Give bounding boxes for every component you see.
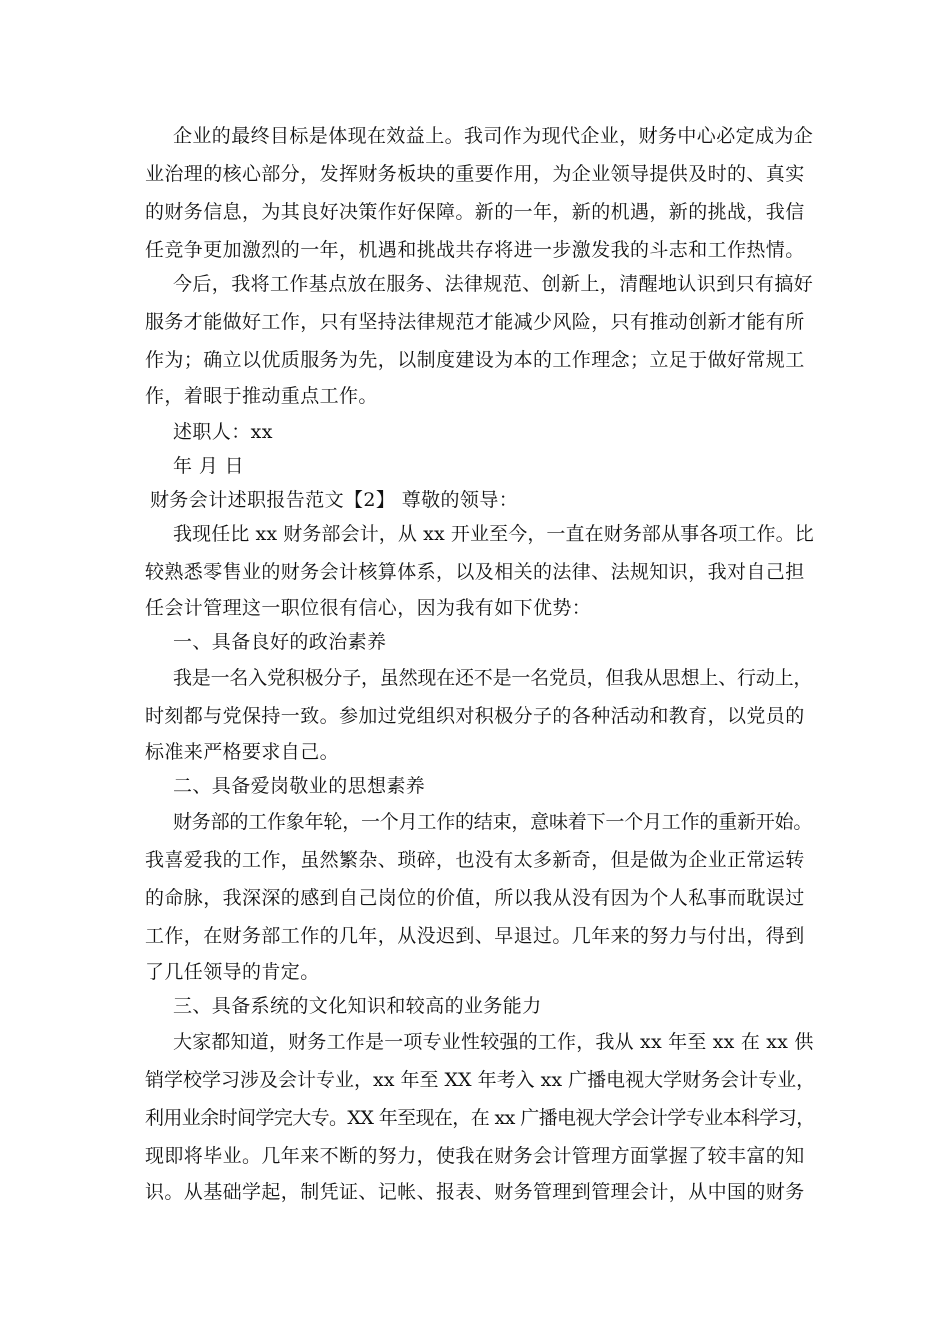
paragraph-line: 作为；确立以优质服务为先，以制度建设为本的工作理念；立足于做好常规工 <box>145 349 805 371</box>
paragraph-line: 利用业余时间学完大专。XX 年至现在，在 xx 广播电视大学会计学专业本科学习， <box>145 1107 815 1129</box>
subheading: 三、具备系统的文化知识和较高的业务能力 <box>173 995 542 1017</box>
paragraph-line: 今后，我将工作基点放在服务、法律规范、创新上，清醒地认识到只有搞好 <box>173 273 814 295</box>
paragraph-line: 标准来严格要求自己。 <box>145 741 340 763</box>
paragraph-line: 服务才能做好工作，只有坚持法律规范才能减少风险，只有推动创新才能有所 <box>145 311 805 333</box>
paragraph-line: 较熟悉零售业的财务会计核算体系，以及相关的法律、法规知识，我对自己担 <box>145 561 805 583</box>
paragraph-line: 销学校学习涉及会计专业，xx 年至 XX 年考入 xx 广播电视大学财务会计专业， <box>145 1069 816 1091</box>
subheading: 二、具备爱岗敬业的思想素养 <box>173 775 426 797</box>
paragraph-line: 财务部的工作象年轮，一个月工作的结束，意味着下一个月工作的重新开始。 <box>173 811 813 833</box>
date-line: 年 月 日 <box>173 455 245 477</box>
paragraph-line: 企业的最终目标是体现在效益上。我司作为现代企业，财务中心必定成为企 <box>173 125 814 147</box>
paragraph-line: 任竞争更加激烈的一年，机遇和挑战共存将进一步激发我的斗志和工作热情。 <box>145 239 805 261</box>
paragraph-line: 识。从基础学起，制凭证、记帐、报表、财务管理到管理会计，从中国的财务 <box>145 1181 805 1203</box>
paragraph-line: 工作，在财务部工作的几年，从没迟到、早退过。几年来的努力与付出，得到 <box>145 925 805 947</box>
paragraph-line: 业治理的核心部分，发挥财务板块的重要作用，为企业领导提供及时的、真实 <box>145 163 805 185</box>
subheading: 一、具备良好的政治素养 <box>173 631 387 653</box>
signature-line: 述职人：xx <box>173 421 273 443</box>
paragraph-line: 我喜爱我的工作，虽然繁杂、琐碎，也没有太多新奇，但是做为企业正常运转 <box>145 849 805 871</box>
paragraph-line: 的命脉，我深深的感到自己岗位的价值，所以我从没有因为个人私事而耽误过 <box>145 887 805 909</box>
paragraph-line: 现即将毕业。几年来不断的努力，使我在财务会计管理方面掌握了较丰富的知 <box>145 1145 805 1167</box>
paragraph-line: 我是一名入党积极分子，虽然现在还不是一名党员，但我从思想上、行动上， <box>173 667 813 689</box>
paragraph-line: 大家都知道，财务工作是一项专业性较强的工作，我从 xx 年至 xx 在 xx 供 <box>173 1031 814 1053</box>
paragraph-line: 的财务信息，为其良好决策作好保障。新的一年，新的机遇，新的挑战，我信 <box>145 201 805 223</box>
section-title: 财务会计述职报告范文【2】 尊敬的领导： <box>150 489 519 511</box>
paragraph-line: 我现任比 xx 财务部会计，从 xx 开业至今，一直在财务部从事各项工作。比 <box>173 523 814 545</box>
paragraph-line: 作，着眼于推动重点工作。 <box>145 385 378 407</box>
paragraph-line: 时刻都与党保持一致。参加过党组织对积极分子的各种活动和教育，以党员的 <box>145 705 805 727</box>
paragraph-line: 了几任领导的肯定。 <box>145 961 320 983</box>
paragraph-line: 任会计管理这一职位很有信心，因为我有如下优势： <box>145 597 592 619</box>
